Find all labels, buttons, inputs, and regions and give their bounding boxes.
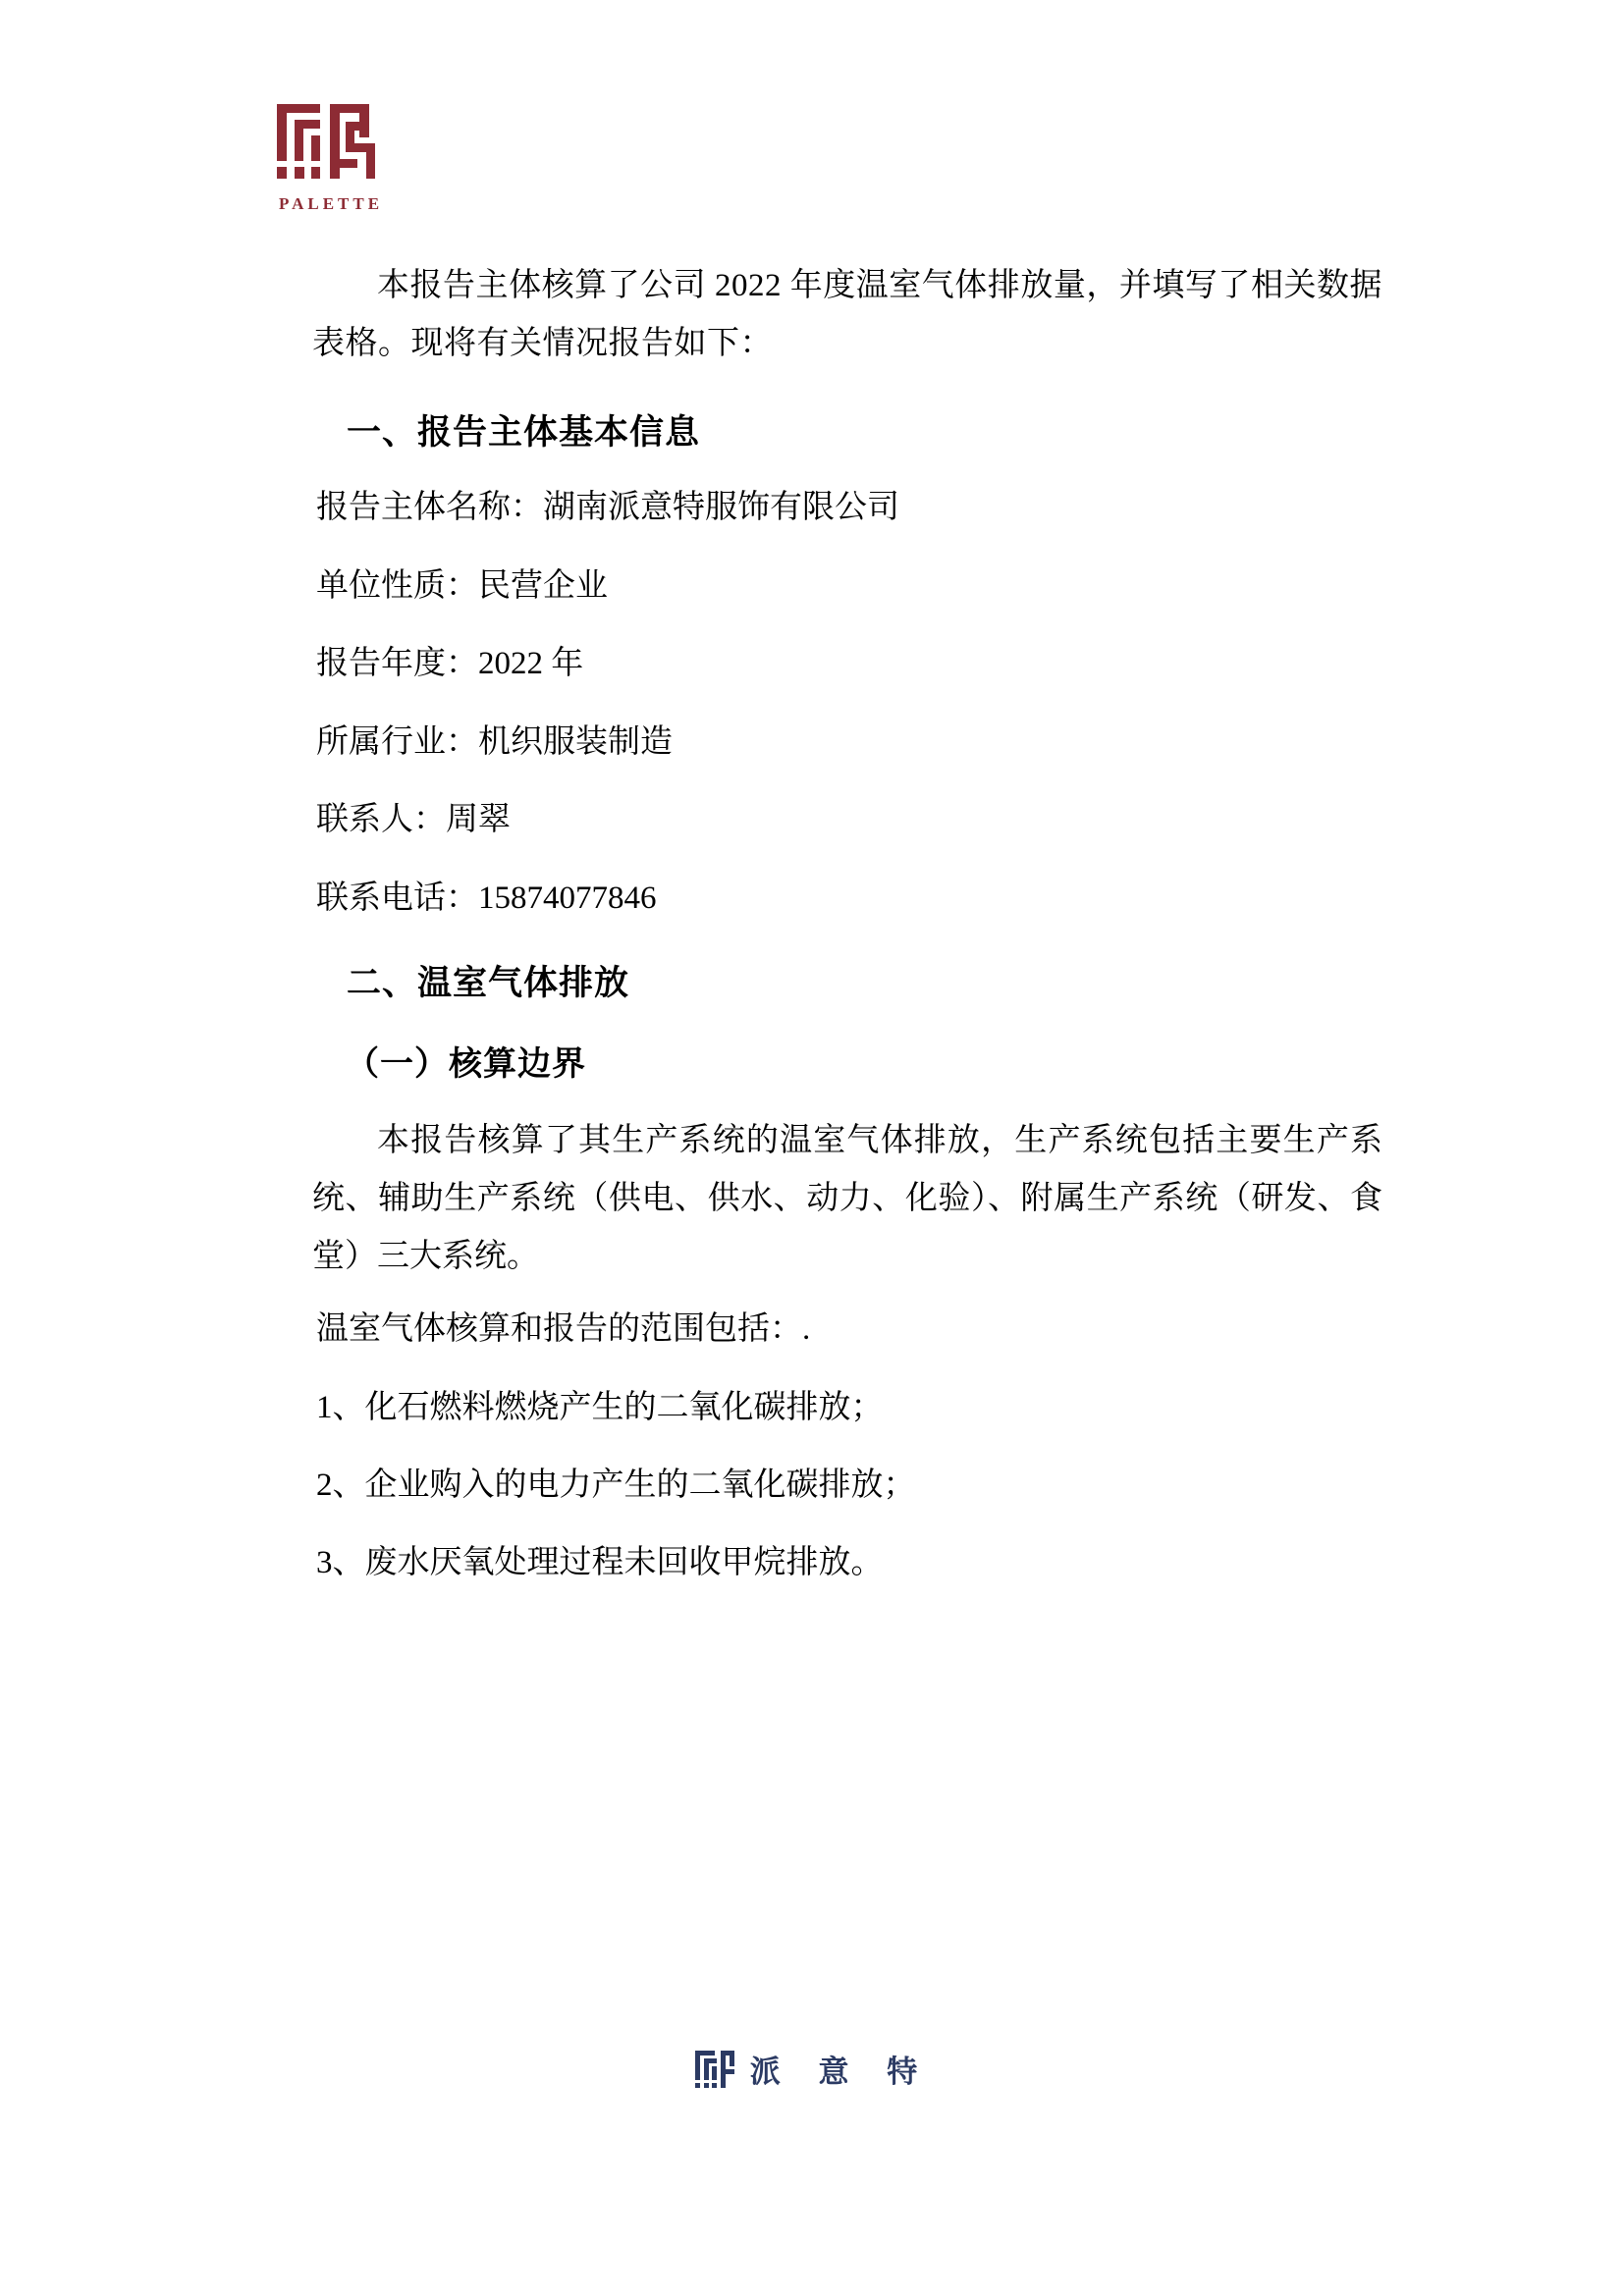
section-2-subheading: （一）核算边界 (346, 1044, 586, 1085)
logo-mark-icon (273, 98, 389, 188)
company-logo (257, 98, 405, 214)
scope-item-3: 3、废水厌氧处理过程未回收甲烷排放。 (316, 1545, 884, 1581)
document-content (312, 257, 1382, 1617)
scope-item-2: 2、企业购入的电力产生的二氧化碳排放； (316, 1468, 916, 1504)
report-entity-name: 报告主体名称：湖南派意特服饰有限公司 (316, 490, 899, 526)
section-2-heading: 二、温室气体排放 (347, 964, 630, 1004)
scope-intro: 温室气体核算和报告的范围包括：. (316, 1310, 811, 1347)
entity-type: 单位性质：民营企业 (316, 567, 608, 604)
scope-item-1: 1、化石燃料燃烧产生的二氧化碳排放； (316, 1390, 884, 1426)
footer-logo-icon (693, 2048, 736, 2091)
report-year: 报告年度：2022 年 (316, 646, 584, 682)
contact-person: 联系人：周翠 (316, 802, 511, 838)
contact-phone: 联系电话：15874077846 (316, 880, 657, 916)
section-1-heading: 一、报告主体基本信息 (347, 413, 701, 454)
page-footer (0, 2047, 1624, 2091)
intro-paragraph: 本报告主体核算了公司 2022 年度温室气体排放量，并填写了相关数据表格。现将有关情况报告如下： (312, 268, 1382, 361)
footer-brand: 派 意 特 (749, 2055, 932, 2090)
boundary-paragraph: 本报告核算了其生产系统的温室气体排放，生产系统包括主要生产系统、辅助生产系统（供电、供水、动力、化验）、附属生产系统（研发、食堂）三大系统。 (312, 1123, 1382, 1274)
industry: 所属行业：机织服装制造 (316, 723, 673, 760)
logo-wordmark: PALETTE (278, 194, 384, 213)
